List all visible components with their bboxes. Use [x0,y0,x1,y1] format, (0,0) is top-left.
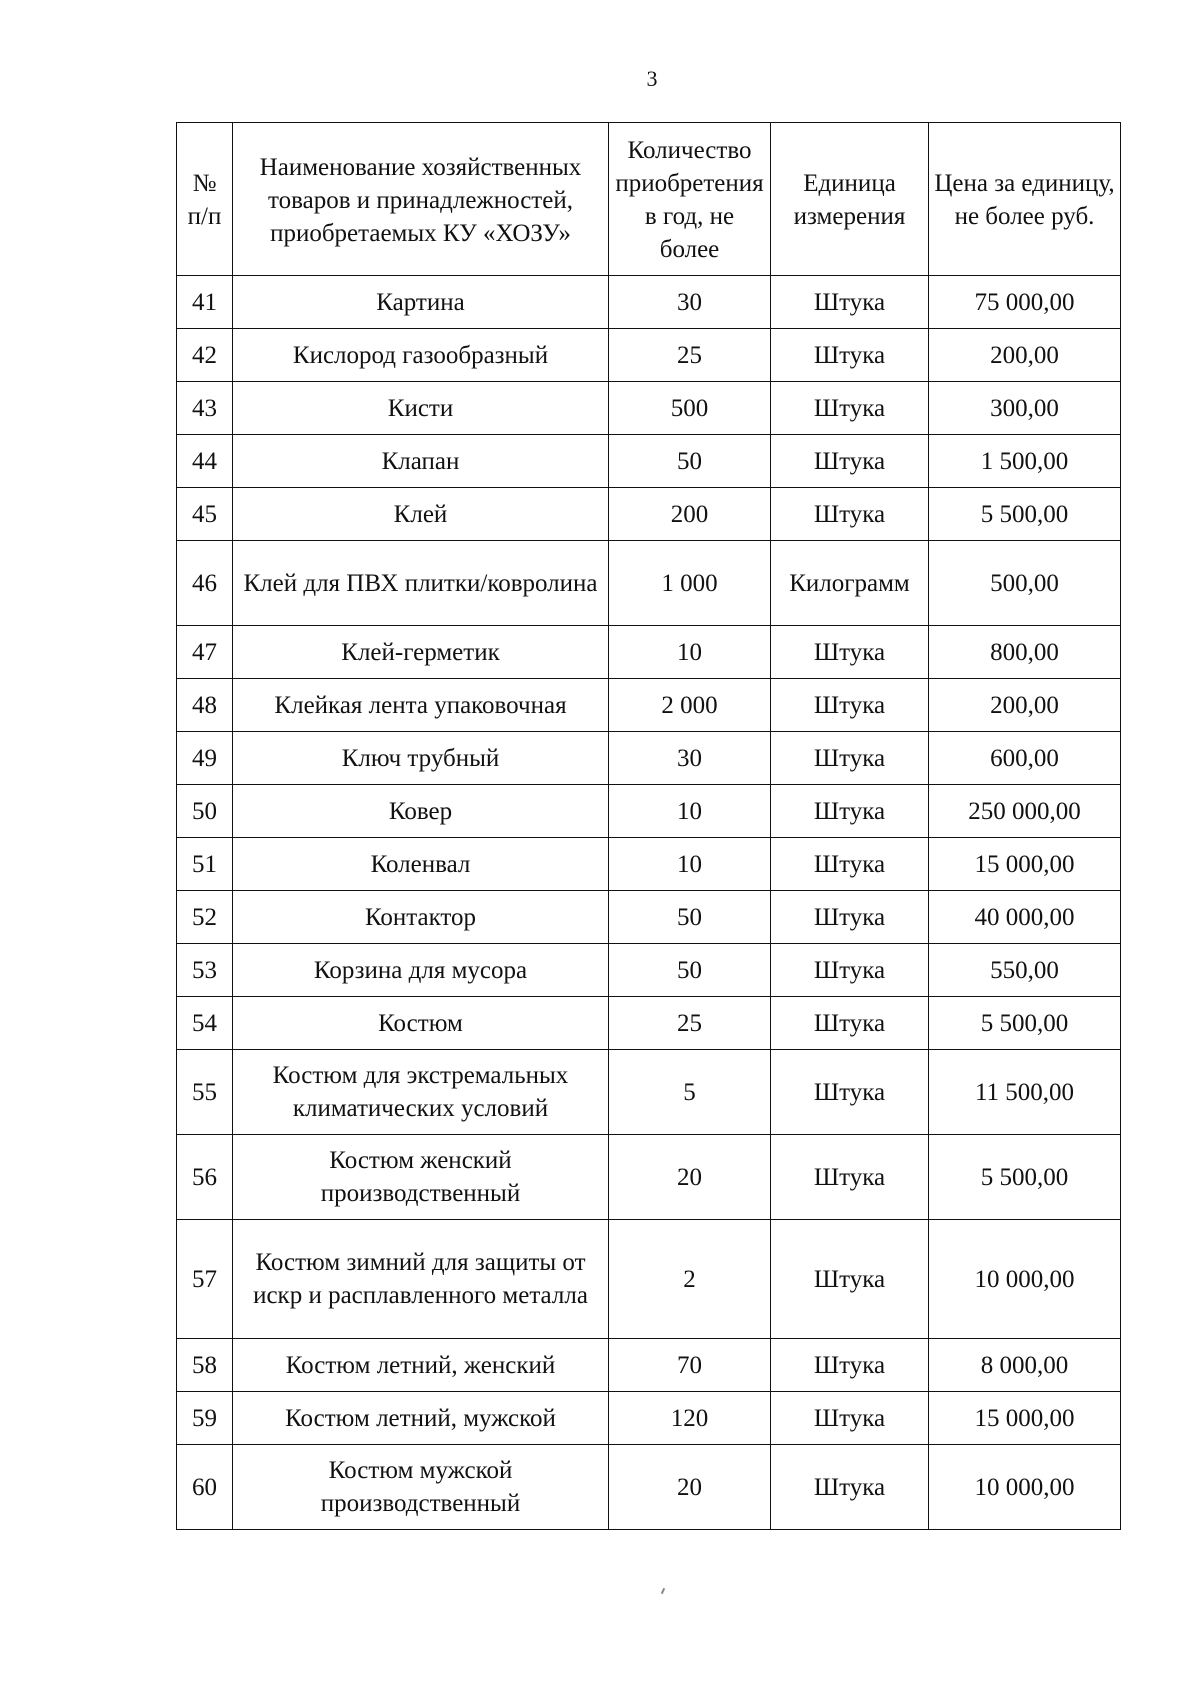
cell-num: 58 [177,1339,233,1392]
cell-qty: 1 000 [609,541,771,626]
cell-name: Клей для ПВХ плитки/ковролина [233,541,609,626]
table-row [177,1392,1121,1445]
cell-num: 43 [177,382,233,435]
cell-qty: 2 000 [609,679,771,732]
cell-unit: Штука [771,785,929,838]
cell-price: 1 500,00 [929,435,1121,488]
cell-price: 5 500,00 [929,488,1121,541]
cell-num: 42 [177,329,233,382]
cell-qty: 10 [609,785,771,838]
table-row [177,944,1121,997]
cell-num: 55 [177,1050,233,1135]
cell-unit: Штука [771,1445,929,1530]
cell-price: 600,00 [929,732,1121,785]
cell-unit: Килограмм [771,541,929,626]
header-price: Цена за единицу, не более руб. [929,123,1121,276]
cell-num: 48 [177,679,233,732]
cell-num: 59 [177,1392,233,1445]
cell-qty: 5 [609,1050,771,1135]
cell-name: Контактор [233,891,609,944]
cell-name: Костюм мужской производственный [233,1445,609,1530]
cell-name: Костюм зимний для защиты от искр и расплавленного металла [233,1220,609,1339]
table-row [177,626,1121,679]
cell-qty: 120 [609,1392,771,1445]
cell-name: Клей [233,488,609,541]
cell-unit: Штука [771,997,929,1050]
cell-unit: Штука [771,488,929,541]
header-name: Наименование хозяйственных товаров и принадлежностей, приобретаемых КУ «ХОЗУ» [233,123,609,276]
cell-num: 46 [177,541,233,626]
page-number: 3 [646,66,658,91]
cell-name: Коленвал [233,838,609,891]
header-num: № п/п [177,123,233,276]
table-row [177,1135,1121,1220]
cell-num: 49 [177,732,233,785]
cell-num: 60 [177,1445,233,1530]
cell-price: 5 500,00 [929,1135,1121,1220]
cell-name: Корзина для мусора [233,944,609,997]
cell-qty: 10 [609,626,771,679]
cell-qty: 50 [609,435,771,488]
cell-qty: 25 [609,997,771,1050]
cell-qty: 50 [609,891,771,944]
cell-unit: Штука [771,1220,929,1339]
cell-name: Клейкая лента упаковочная [233,679,609,732]
cell-unit: Штука [771,891,929,944]
cell-name: Клей-герметик [233,626,609,679]
cell-num: 51 [177,838,233,891]
cell-qty: 500 [609,382,771,435]
cell-name: Костюм женский производственный [233,1135,609,1220]
table-row [177,1220,1121,1339]
header-qty: Количество приобретения в год, не более [609,123,771,276]
cell-qty: 20 [609,1445,771,1530]
cell-price: 10 000,00 [929,1220,1121,1339]
table-row [177,1339,1121,1392]
cell-name: Костюм летний, женский [233,1339,609,1392]
cell-price: 250 000,00 [929,785,1121,838]
table-row [177,488,1121,541]
table-row [177,1050,1121,1135]
table-header-row [177,123,1121,276]
cell-name: Кисти [233,382,609,435]
cell-price: 500,00 [929,541,1121,626]
cell-name: Клапан [233,435,609,488]
table-row [177,679,1121,732]
cell-name: Ковер [233,785,609,838]
table-row [177,382,1121,435]
cell-price: 800,00 [929,626,1121,679]
cell-unit: Штука [771,1392,929,1445]
goods-table [176,122,1121,1530]
cell-price: 11 500,00 [929,1050,1121,1135]
cell-unit: Штука [771,435,929,488]
cell-num: 47 [177,626,233,679]
cell-qty: 10 [609,838,771,891]
cell-qty: 30 [609,276,771,329]
cell-price: 200,00 [929,329,1121,382]
cell-qty: 20 [609,1135,771,1220]
table-row [177,1445,1121,1530]
table-row [177,785,1121,838]
table-row [177,838,1121,891]
cell-unit: Штука [771,1339,929,1392]
cell-unit: Штука [771,626,929,679]
cell-name: Костюм для экстремальных климатических условий [233,1050,609,1135]
cell-num: 52 [177,891,233,944]
cell-name: Костюм [233,997,609,1050]
table-row [177,997,1121,1050]
table-row [177,435,1121,488]
table-row [177,891,1121,944]
cell-unit: Штука [771,382,929,435]
cell-name: Ключ трубный [233,732,609,785]
cell-price: 75 000,00 [929,276,1121,329]
cell-price: 15 000,00 [929,1392,1121,1445]
cell-name: Картина [233,276,609,329]
cell-unit: Штука [771,679,929,732]
cell-unit: Штука [771,944,929,997]
cell-qty: 2 [609,1220,771,1339]
cell-qty: 25 [609,329,771,382]
cell-num: 44 [177,435,233,488]
cell-unit: Штука [771,732,929,785]
cell-unit: Штука [771,329,929,382]
cell-price: 200,00 [929,679,1121,732]
cell-price: 8 000,00 [929,1339,1121,1392]
cell-price: 10 000,00 [929,1445,1121,1530]
scan-speck [661,1588,665,1594]
cell-unit: Штука [771,276,929,329]
cell-unit: Штука [771,1050,929,1135]
cell-price: 550,00 [929,944,1121,997]
cell-qty: 50 [609,944,771,997]
table-row [177,276,1121,329]
cell-num: 41 [177,276,233,329]
cell-num: 50 [177,785,233,838]
table-row [177,329,1121,382]
cell-qty: 200 [609,488,771,541]
cell-num: 53 [177,944,233,997]
cell-qty: 30 [609,732,771,785]
cell-unit: Штука [771,1135,929,1220]
cell-price: 5 500,00 [929,997,1121,1050]
cell-price: 300,00 [929,382,1121,435]
cell-num: 56 [177,1135,233,1220]
cell-name: Кислород газообразный [233,329,609,382]
table-row [177,541,1121,626]
cell-unit: Штука [771,838,929,891]
table-row [177,732,1121,785]
cell-price: 15 000,00 [929,838,1121,891]
header-unit: Единица измерения [771,123,929,276]
cell-name: Костюм летний, мужской [233,1392,609,1445]
cell-num: 57 [177,1220,233,1339]
cell-price: 40 000,00 [929,891,1121,944]
cell-qty: 70 [609,1339,771,1392]
cell-num: 54 [177,997,233,1050]
cell-num: 45 [177,488,233,541]
